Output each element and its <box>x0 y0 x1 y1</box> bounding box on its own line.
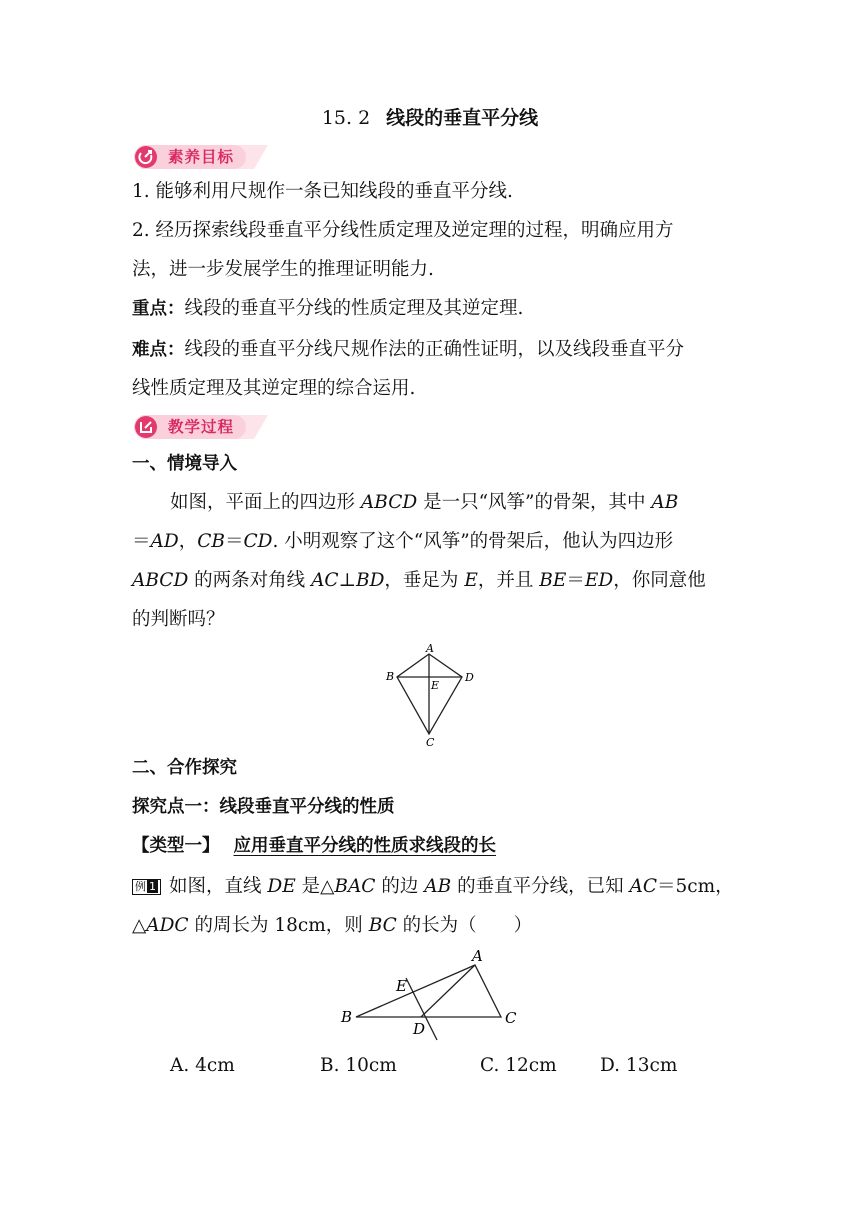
triangle-label-e: E <box>396 977 407 995</box>
segment-ad <box>421 965 475 1017</box>
section-number: 15. 2 <box>321 107 371 129</box>
difficult-point <box>132 338 684 362</box>
intro-paragraph-line-4: 的判断吗？ <box>132 609 225 630</box>
kite-label-b: B <box>386 670 395 683</box>
kite-label-c: C <box>426 736 435 749</box>
key-point-label: 重点： <box>132 299 185 319</box>
intro-paragraph-line-1: 如图，平面上的四边形 ABCD 是一只“风筝”的骨架，其中 AB <box>170 492 679 513</box>
key-point-text: 线段的垂直平分线的性质定理及其逆定理. <box>184 298 524 319</box>
triangle-label-d: D <box>413 1020 426 1038</box>
goals-badge-label: 素养目标 <box>168 148 235 166</box>
explore-point-heading: 探究点一：线段垂直平分线的性质 <box>132 797 395 817</box>
type-heading <box>132 834 496 858</box>
goal-item-2-line-2: 法，进一步发展学生的推理证明能力. <box>132 259 434 280</box>
intro-paragraph-line-2: ＝AD，CB＝CD. 小明观察了这个“风筝”的骨架后，他认为四边形 <box>132 531 674 552</box>
kite-figure <box>380 640 480 750</box>
option-a: A. 4cm <box>170 1055 235 1076</box>
process-badge-label: 教学过程 <box>168 418 235 436</box>
goals-badge <box>132 144 268 170</box>
option-c: C. 12cm <box>480 1055 557 1076</box>
kite-label-a: A <box>426 642 434 655</box>
triangle-label-b: B <box>341 1008 353 1026</box>
triangle-figure <box>330 946 530 1046</box>
kite-label-e: E <box>431 679 440 692</box>
type-label: 【类型一】 <box>132 836 220 856</box>
title-text: 线段的垂直平分线 <box>386 107 539 129</box>
goal-item-2-line-1: 2. 经历探索线段垂直平分线性质定理及逆定理的过程，明确应用方 <box>132 220 674 241</box>
goal-item-1: 1. 能够利用尺规作一条已知线段的垂直平分线. <box>132 181 513 202</box>
kite-label-d: D <box>465 671 474 684</box>
difficult-point-text-1: 线段的垂直平分线尺规作法的正确性证明，以及线段垂直平分 <box>184 339 685 360</box>
option-b: B. 10cm <box>320 1055 397 1076</box>
process-badge <box>132 414 268 440</box>
section-2-heading: 二、合作探究 <box>132 758 237 778</box>
type-topic: 应用垂直平分线的性质求线段的长 <box>233 836 496 856</box>
difficult-point-label: 难点： <box>132 340 185 360</box>
example-line-2: △ADC 的周长为 18cm，则 BC 的长为（ ） <box>132 915 533 936</box>
difficult-point-text-2: 线性质定理及其逆定理的综合运用. <box>132 378 416 399</box>
example-line-1: 例 1 如图，直线 DE 是△BAC 的边 AB 的垂直平分线，已知 AC＝5cm， <box>132 875 734 899</box>
section-1-heading: 一、情境导入 <box>132 454 237 474</box>
intro-paragraph-line-3: ABCD 的两条对角线 AC⊥BD，垂足为 E，并且 BE＝ED，你同意他 <box>132 570 706 591</box>
key-point <box>132 297 523 321</box>
example-tag: 例 1 <box>132 879 161 895</box>
triangle-label-c: C <box>505 1009 517 1027</box>
triangle-label-a: A <box>472 947 483 965</box>
option-d: D. 13cm <box>600 1055 678 1076</box>
page-title <box>0 106 860 130</box>
